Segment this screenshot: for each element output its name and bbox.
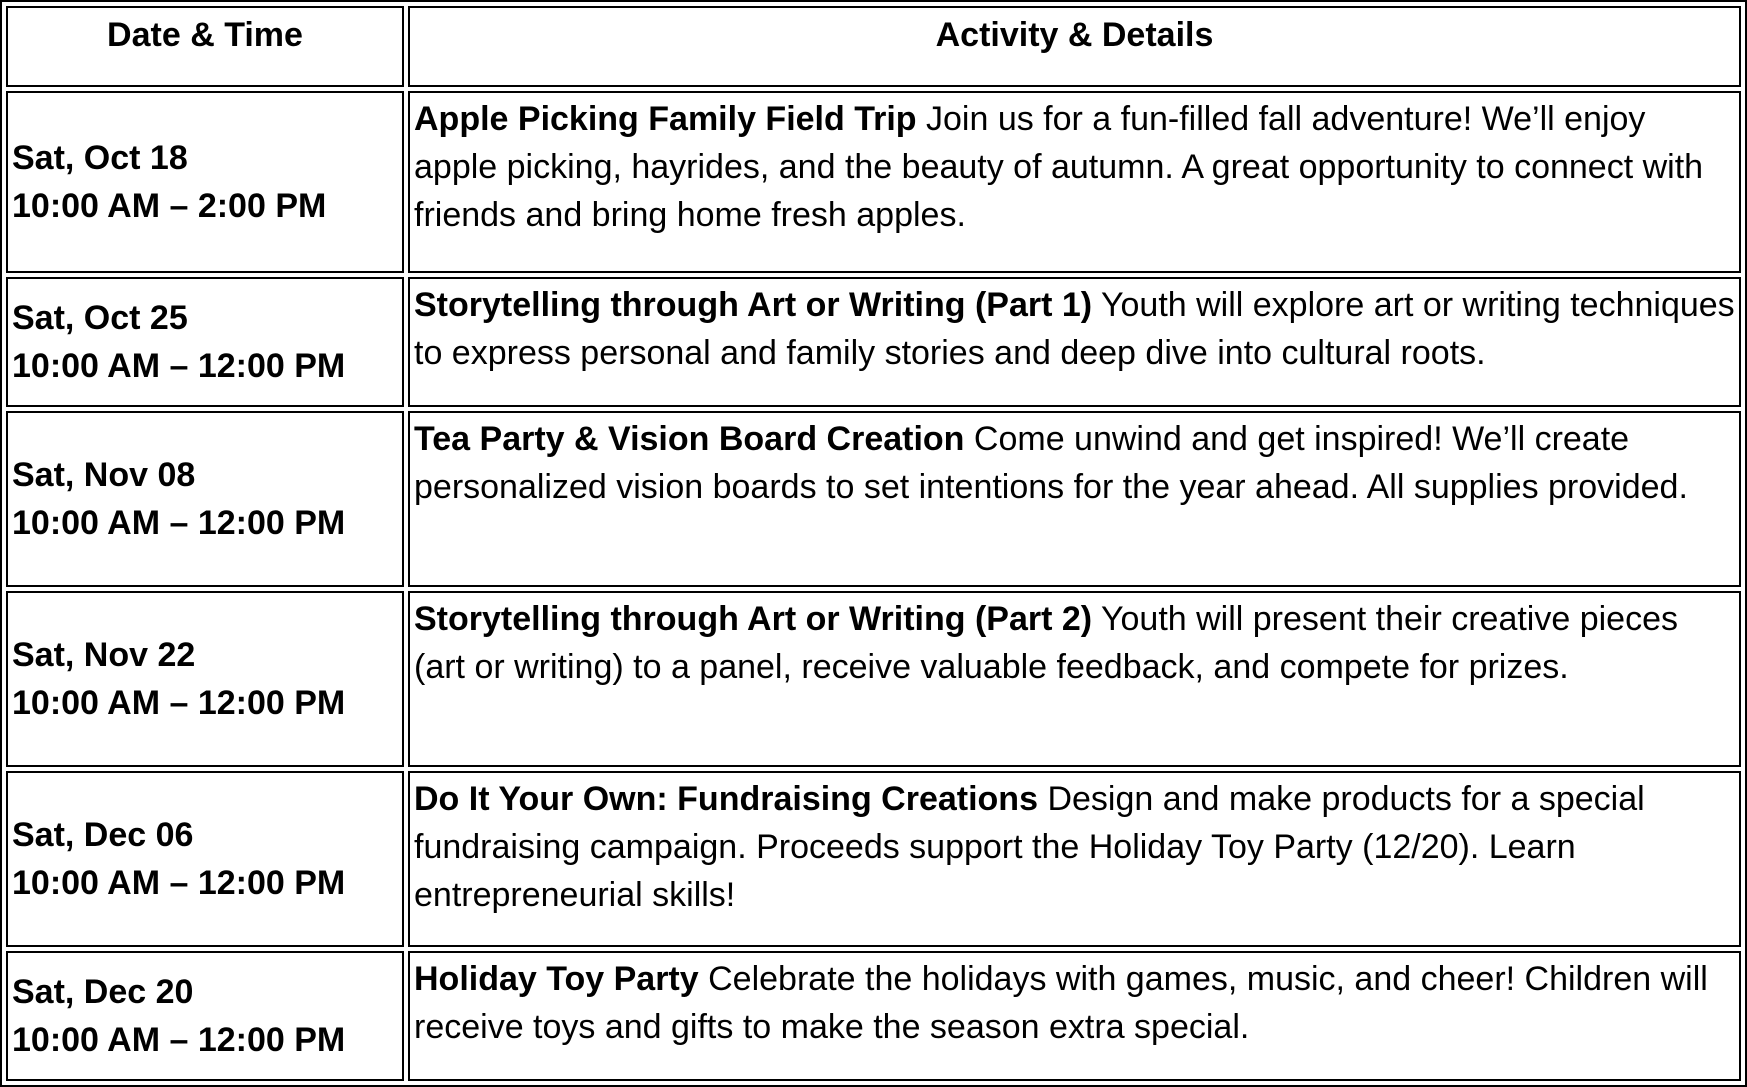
activity-description: Celebrate the holidays with games, music, and cheer! Children will receive toys and gifts to make the season extra special. <box>414 960 1708 1046</box>
activity-cell <box>408 91 1741 273</box>
activity-title: Holiday Toy Party <box>414 960 699 998</box>
table-row <box>6 91 1741 273</box>
header-row <box>6 6 1741 87</box>
table-row <box>6 277 1741 407</box>
activity-description: Come unwind and get inspired! We’ll create personalized vision boards to set intentions for the year ahead. All supplies provided. <box>414 420 1688 506</box>
event-date: Sat, Dec 20 <box>12 973 194 1011</box>
event-time: 10:00 AM – 12:00 PM <box>12 504 346 542</box>
activity-cell <box>408 411 1741 587</box>
header-activity-details: Activity & Details <box>408 6 1741 87</box>
table-row <box>6 591 1741 767</box>
event-time: 10:00 AM – 12:00 PM <box>12 684 346 722</box>
table-row <box>6 411 1741 587</box>
activity-title: Storytelling through Art or Writing (Part 2) <box>414 600 1093 638</box>
date-time-cell <box>6 91 404 273</box>
activity-cell <box>408 591 1741 767</box>
event-time: 10:00 AM – 12:00 PM <box>12 864 346 902</box>
activity-description: Design and make products for a special fundraising campaign. Proceeds support the Holiday Toy Party (12/20). Learn entrepreneurial skills! <box>414 780 1645 914</box>
event-time: 10:00 AM – 12:00 PM <box>12 347 346 385</box>
activity-title: Storytelling through Art or Writing (Part 1) <box>414 286 1093 324</box>
date-time-cell <box>6 771 404 947</box>
date-time-cell <box>6 277 404 407</box>
event-time: 10:00 AM – 12:00 PM <box>12 1021 346 1059</box>
activity-title: Tea Party & Vision Board Creation <box>414 420 965 458</box>
event-date: Sat, Nov 08 <box>12 456 196 494</box>
date-time-cell <box>6 951 404 1081</box>
activity-cell <box>408 277 1741 407</box>
activity-description: Join us for a fun-filled fall adventure! We’ll enjoy apple picking, hayrides, and the beauty of autumn. A great opportunity to connect with friends and bring home fresh apples. <box>414 100 1704 234</box>
event-time: 10:00 AM – 2:00 PM <box>12 187 327 225</box>
event-date: Sat, Dec 06 <box>12 816 194 854</box>
date-time-cell <box>6 411 404 587</box>
event-date: Sat, Oct 25 <box>12 299 188 337</box>
activity-cell <box>408 951 1741 1081</box>
activity-title: Do It Your Own: Fundraising Creations <box>414 780 1038 818</box>
header-date-time: Date & Time <box>6 6 404 87</box>
activity-cell <box>408 771 1741 947</box>
event-date: Sat, Nov 22 <box>12 636 196 674</box>
activity-description: Youth will explore art or writing techniques to express personal and family stories and deep dive into cultural roots. <box>414 286 1735 372</box>
activity-title: Apple Picking Family Field Trip <box>414 100 917 138</box>
table-row <box>6 771 1741 947</box>
table-row <box>6 951 1741 1081</box>
activity-description: Youth will present their creative pieces (art or writing) to a panel, receive valuable feedback, and compete for prizes. <box>414 600 1678 686</box>
event-date: Sat, Oct 18 <box>12 139 188 177</box>
date-time-cell <box>6 591 404 767</box>
